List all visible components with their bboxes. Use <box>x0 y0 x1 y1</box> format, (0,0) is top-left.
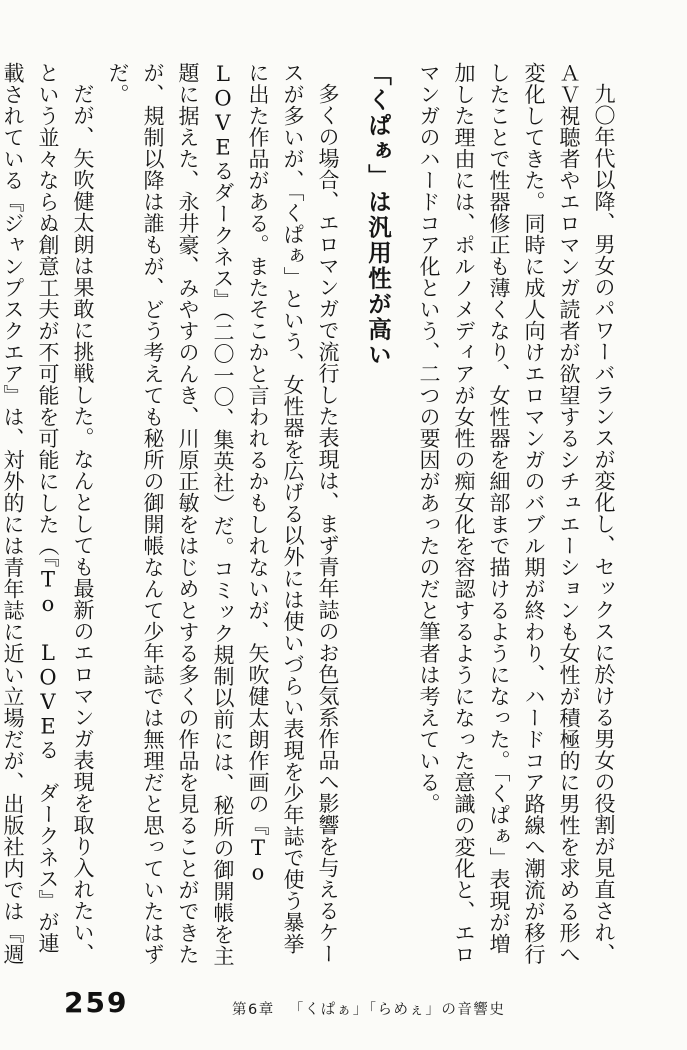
footer-chapter-title: 「くぱぁ」「らめぇ」の音響史 <box>288 1002 506 1018</box>
paragraph-2: 多くの場合、エロマンガで流行した表現は、まず青年誌のお色気系作品へ影響を与えるケースが多いが、「くぱぁ」という、女性器を広げる以外には使いづらい表現を少年誌で使う暴挙に出た作品がある。またそこかと言われるかもしれないが、矢吹健太朗作画の『To LOVEるダークネス』（二〇一〇、集英社）だ。コミック規制以前には、秘所の御開帳を主題に据えた、永井豪、みやすのんき、川原正敏をはじめとする多くの作品を見ることができたが、規制以降は誰もが、どう考えても秘所の御開帳なんて少年誌では無理だと思っていたはずだ。 <box>106 62 340 967</box>
footer-chapter-label: 第6章 <box>232 1002 275 1018</box>
footer-running-title <box>232 998 505 1019</box>
section-heading: 「くぱぁ」は汎用性が高い <box>364 62 392 368</box>
paragraph-3: だが、矢吹健太朗は果敢に挑戦した。なんとしても最新のエロマンガ表現を取り入れたい、という並々ならぬ創意工夫が不可能を可能にした（『To LOVEる ダークネス』が連載されている『ジャンプスクエア』は、対外的には青年誌に近い立場だが、出版社内では『週 <box>1 62 95 965</box>
body-text <box>0 62 621 972</box>
page-number: 259 <box>64 986 129 1019</box>
paragraph-1: 九〇年代以降、男女のパワーバランスが変化し、セックスに於ける男女の役割が見直され、ＡＶ視聴者やエロマンガ読者が欲望するシチュエーションも女性が積極的に男性を求める形へ変化してきた。同時に成人向けエロマンガのバブル期が終わり、ハードコア路線へ潮流が移行したことで性器修正も薄くなり、女性器を細部まで描けるようになった。「くぱぁ」表現が増加した理由には、ポルノメディアが女性の痴女化を容認するようになった意識の変化と、エロマンガのハードコア化という、二つの要因があったのだと筆者は考えている。 <box>417 62 616 965</box>
